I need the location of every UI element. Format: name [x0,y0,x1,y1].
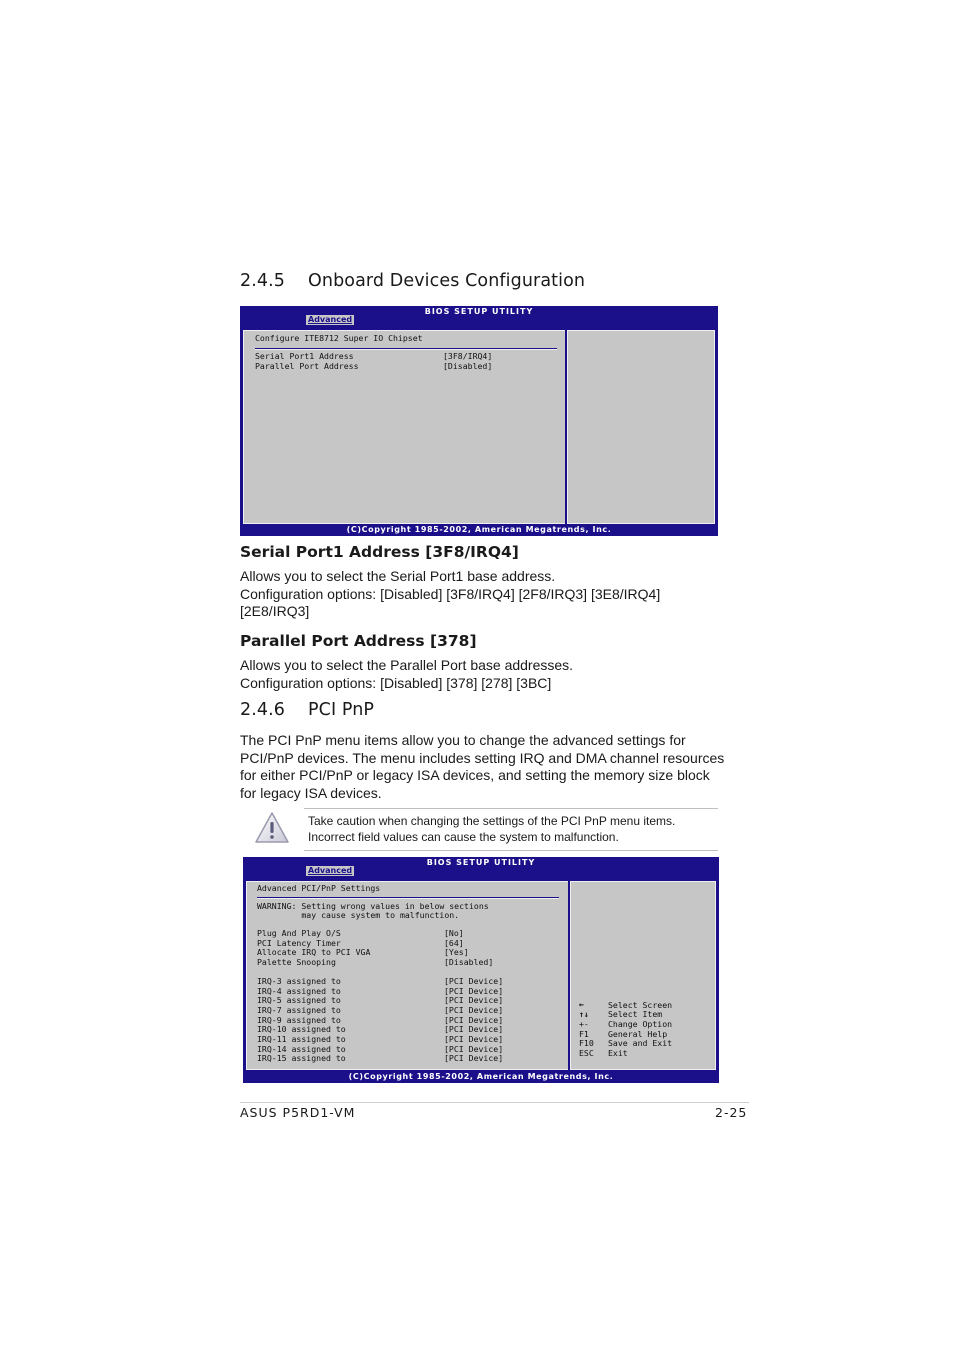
bios-copyright: (C)Copyright 1985-2002, American Megatrends, Inc. [348,1072,614,1081]
bios-option-serial-value[interactable]: [3F8/IRQ4] [443,351,493,361]
bios-irq-value[interactable]: [PCI Device] [444,1053,504,1063]
help-select-screen: Select Screen [608,1000,673,1010]
bios-setting-value[interactable]: [Disabled] [444,957,494,967]
bios-option-serial-label[interactable]: Serial Port1 Address [255,351,354,361]
bios-option-parallel-value[interactable]: [Disabled] [443,361,493,371]
bios-setting-value[interactable]: [Yes] [444,947,469,957]
bios-irq-label[interactable]: IRQ-5 assigned to [257,995,341,1005]
serial-port-description [240,568,660,621]
footer-rule [240,1102,749,1103]
bios-tab-advanced[interactable]: Advanced [308,866,353,875]
bios-heading-rule [255,348,557,349]
bios-warning-line-1: WARNING: Setting wrong values in below sections [257,901,489,911]
bios-frame [244,879,718,1072]
bios-heading: Advanced PCI/PnP Settings [257,883,381,893]
up-down-arrow-icon: ↑↓ [579,1009,589,1019]
help-save-and-exit: Save and Exit [608,1038,673,1048]
caution-text [308,814,675,845]
pci-pnp-line-4: for legacy ISA devices. [240,784,382,801]
serial-port-line-3: [2E8/IRQ3] [240,603,310,619]
section-title: Onboard Devices Configuration [308,271,586,291]
bios-irq-label[interactable]: IRQ-4 assigned to [257,986,341,996]
serial-port-heading: Serial Port1 Address [3F8/IRQ4] [240,543,519,561]
bios-irq-value[interactable]: [PCI Device] [444,1015,504,1025]
help-exit: Exit [608,1048,628,1058]
pci-pnp-line-1: The PCI PnP menu items allow you to change the advanced settings for [240,732,686,748]
bios-irq-value[interactable]: [PCI Device] [444,1005,504,1015]
serial-port-line-2: Configuration options: [Disabled] [3F8/IRQ4] [2F8/IRQ3] [3E8/IRQ4] [240,585,661,602]
pci-pnp-paragraph [240,732,724,802]
bios-irq-value[interactable]: [PCI Device] [444,986,504,996]
bios-setting-value[interactable]: [64] [444,938,464,948]
help-change-option: Change Option [608,1019,673,1029]
pci-pnp-line-2: PCI/PnP devices. The menu includes setting IRQ and DMA channel resources [240,749,725,766]
bios-tab-advanced[interactable]: Advanced [308,315,353,324]
help-key-esc: ESC [579,1048,594,1058]
bios-irq-value[interactable]: [PCI Device] [444,1034,504,1044]
parallel-port-line-1: Allows you to select the Parallel Port base addresses. [240,657,574,673]
bios-title: BIOS SETUP UTILITY [424,307,534,316]
bios-irq-value[interactable]: [PCI Device] [444,1044,504,1054]
help-key-f10: F10 [579,1038,594,1048]
help-general-help: General Help [608,1029,668,1039]
parallel-port-line-2: Configuration options: [Disabled] [378] [278] [3BC] [240,674,552,691]
section-number: 2.4.6 [240,700,286,720]
bios-heading: Configure ITE8712 Super IO Chipset [255,333,423,343]
bios-irq-label[interactable]: IRQ-10 assigned to [257,1024,346,1034]
bios-pane-divider [565,330,567,524]
bios-irq-label[interactable]: IRQ-15 assigned to [257,1053,346,1063]
bios-irq-label[interactable]: IRQ-11 assigned to [257,1034,346,1044]
warning-triangle-icon [254,811,290,845]
footer-product: ASUS P5RD1-VM [240,1105,356,1120]
bios-irq-label[interactable]: IRQ-7 assigned to [257,1005,341,1015]
bios-warning-line-2: may cause system to malfunction. [257,910,460,920]
bios-irq-label[interactable]: IRQ-3 assigned to [257,976,341,986]
section-heading-2-4-5 [240,271,585,291]
parallel-port-description [240,657,573,692]
left-arrow-icon: ← [579,999,584,1009]
bios-screen-pci-pnp [243,857,719,1083]
bios-setting-label[interactable]: Allocate IRQ to PCI VGA [257,947,371,957]
bios-frame [241,328,717,526]
bios-screen-onboard-devices [240,306,718,536]
serial-port-line-1: Allows you to select the Serial Port1 base address. [240,568,556,584]
bios-title: BIOS SETUP UTILITY [426,858,536,867]
bios-setting-label[interactable]: PCI Latency Timer [257,938,341,948]
bios-irq-label[interactable]: IRQ-14 assigned to [257,1044,346,1054]
section-title: PCI PnP [308,700,375,720]
bios-copyright: (C)Copyright 1985-2002, American Megatrends, Inc. [346,525,612,534]
parallel-port-heading: Parallel Port Address [378] [240,632,477,650]
caution-line-2: Incorrect field values can cause the system to malfunction. [308,829,619,844]
bios-option-parallel-label[interactable]: Parallel Port Address [255,361,359,371]
bios-heading-rule [257,897,559,898]
help-select-item: Select Item [608,1009,663,1019]
section-number: 2.4.5 [240,271,286,291]
bios-irq-label[interactable]: IRQ-9 assigned to [257,1015,341,1025]
bios-irq-value[interactable]: [PCI Device] [444,976,504,986]
help-key-f1: F1 [579,1029,589,1039]
bios-setting-label[interactable]: Plug And Play O/S [257,928,341,938]
bios-setting-value[interactable]: [No] [444,928,464,938]
bios-setting-label[interactable]: Palette Snooping [257,957,336,967]
caution-bottom-rule [304,850,718,851]
caution-top-rule [304,808,718,809]
help-key-plus-minus: +- [579,1019,589,1029]
pci-pnp-line-3: for either PCI/PnP or legacy ISA devices, and setting the memory size block [240,767,710,783]
caution-line-1: Take caution when changing the settings of the PCI PnP menu items. [308,814,676,828]
section-heading-2-4-6 [240,700,374,720]
bios-irq-value[interactable]: [PCI Device] [444,995,504,1005]
bios-irq-value[interactable]: [PCI Device] [444,1024,504,1034]
bios-pane-divider [568,881,570,1070]
footer-page-number: 2-25 [715,1105,748,1120]
